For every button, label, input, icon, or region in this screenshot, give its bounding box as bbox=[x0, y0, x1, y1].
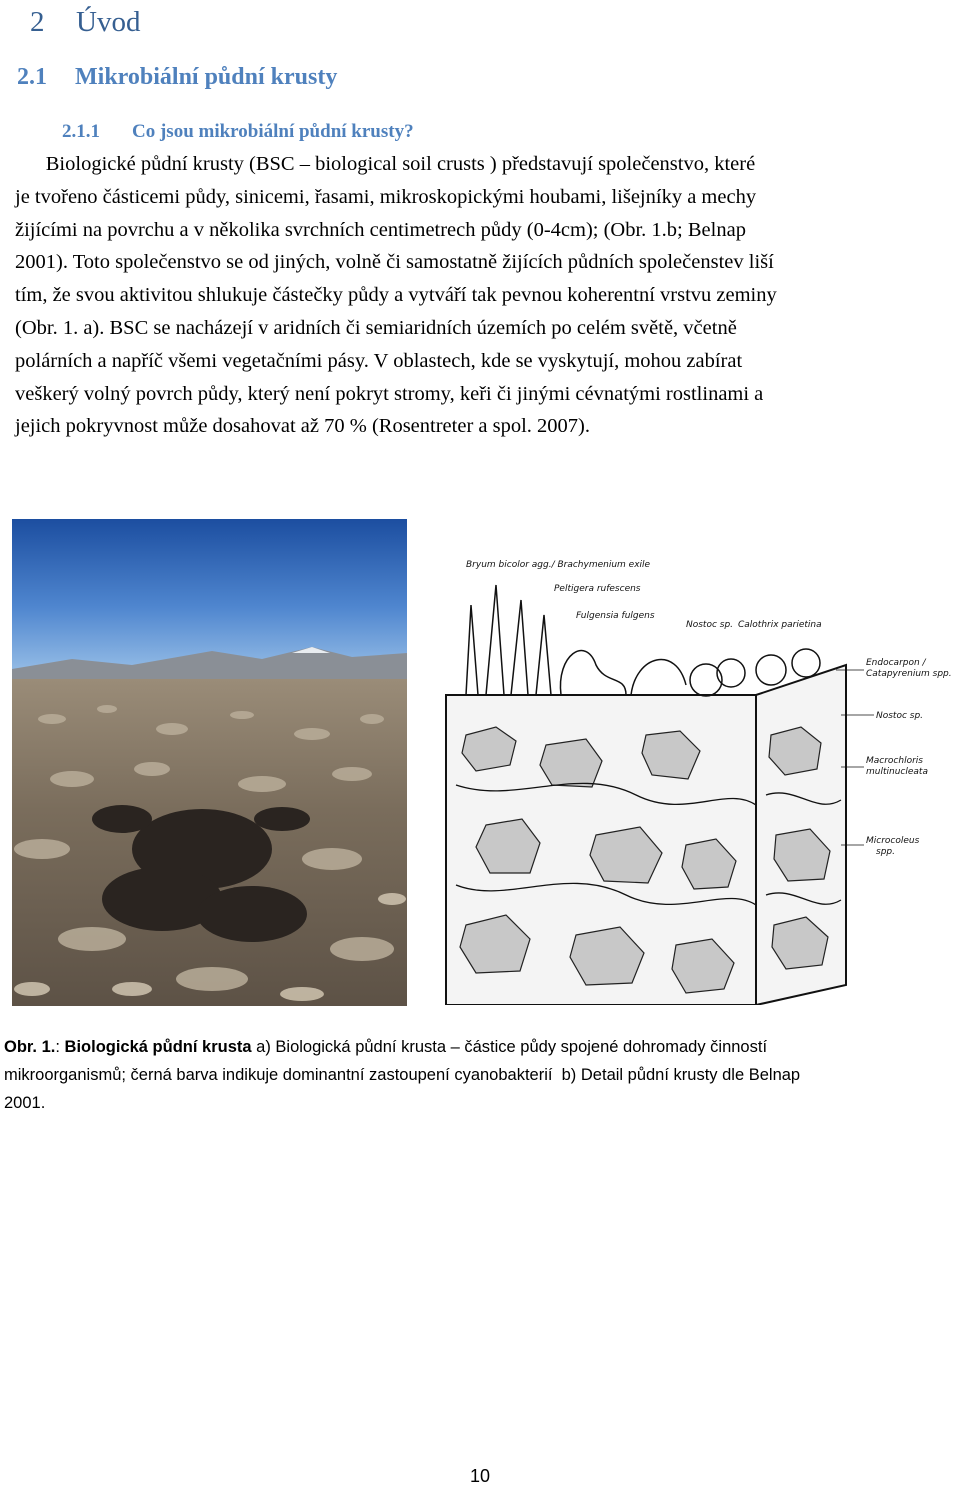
label-nostoc-2: Nostoc sp. bbox=[876, 711, 924, 721]
soil-crust-cross-section-drawing bbox=[426, 545, 958, 1005]
figure-caption bbox=[4, 1033, 949, 1117]
heading-3-number: 2.1.1 bbox=[62, 121, 100, 142]
label-fulgensia: Fulgensia fulgens bbox=[576, 611, 655, 621]
paragraph-line: polárních a napříč všemi vegetačními pásy. V oblastech, kde se vyskytují, mohou zabírat bbox=[15, 349, 743, 372]
paragraph-line: Biologické půdní krusty (BSC – biological soil crusts ) představují společenstvo, které bbox=[15, 153, 756, 175]
caption-line-2: mikroorganismů; černá barva indikuje dominantní zastoupení cyanobakterií b) Detail půdní krusty dle Belnap bbox=[4, 1066, 801, 1084]
label-macrochloris-2: multinucleata bbox=[866, 767, 928, 777]
intro-paragraph bbox=[15, 148, 945, 443]
paragraph-line: žijícími na povrchu a v několika svrchních centimetrech půdy (0-4cm); (Obr. 1.b; Belnap bbox=[15, 218, 746, 241]
label-microcoleus-2: spp. bbox=[876, 847, 895, 857]
paragraph-line: jejich pokryvnost může dosahovat až 70 % (Rosentreter a spol. 2007). bbox=[15, 415, 590, 438]
heading-1-title: Úvod bbox=[76, 6, 141, 38]
heading-2-title: Mikrobiální půdní krusty bbox=[75, 64, 338, 90]
heading-3 bbox=[62, 121, 414, 143]
label-macrochloris-1: Macrochloris bbox=[866, 756, 923, 766]
page-number: 10 bbox=[469, 1466, 491, 1486]
paragraph-line: (Obr. 1. a). BSC se nacházejí v aridních či semiaridních územích po celém světě, včetně bbox=[15, 316, 737, 339]
paragraph-line: 2001). Toto společenstvo se od jiných, volně či samostatně žijících půdních společenstev liší bbox=[15, 251, 774, 274]
heading-1 bbox=[30, 6, 140, 39]
caption-text-1: a) Biologická půdní krusta – částice půdy spojené dohromady činností bbox=[251, 1038, 768, 1056]
caption-bold-title: Biologická půdní krusta bbox=[64, 1038, 252, 1056]
desert-soil-crust-photo bbox=[12, 519, 407, 1006]
caption-label: Obr. 1. bbox=[4, 1038, 56, 1056]
label-bryum: Bryum bicolor agg./ Brachymenium exile bbox=[466, 560, 651, 570]
heading-2 bbox=[17, 64, 337, 91]
paragraph-line: veškerý volný povrch půdy, který není pokryt stromy, keři či jinými cévnatými rostlinami a bbox=[15, 382, 764, 405]
caption-line-1 bbox=[4, 1033, 949, 1061]
label-endocarpon-2: Catapyrenium spp. bbox=[866, 669, 952, 679]
caption-line-3: 2001. bbox=[4, 1094, 46, 1112]
heading-2-number: 2.1 bbox=[17, 64, 47, 90]
heading-3-title: Co jsou mikrobiální půdní krusty? bbox=[132, 121, 414, 142]
paragraph-line: je tvořeno částicemi půdy, sinicemi, řasami, mikroskopickými houbami, lišejníky a mechy bbox=[15, 185, 757, 208]
label-calothrix: Calothrix parietina bbox=[738, 620, 822, 630]
caption-sep: : bbox=[55, 1038, 65, 1056]
label-microcoleus-1: Microcoleus bbox=[866, 836, 920, 846]
label-endocarpon-1: Endocarpon / bbox=[866, 658, 926, 668]
paragraph-line: tím, že svou aktivitou shlukuje částečky půdy a vytváří tak pevnou koherentní vrstvu zeminy bbox=[15, 284, 777, 307]
label-peltigera: Peltigera rufescens bbox=[554, 584, 641, 594]
label-nostoc-1: Nostoc sp. bbox=[686, 620, 734, 630]
heading-1-number: 2 bbox=[30, 6, 45, 38]
